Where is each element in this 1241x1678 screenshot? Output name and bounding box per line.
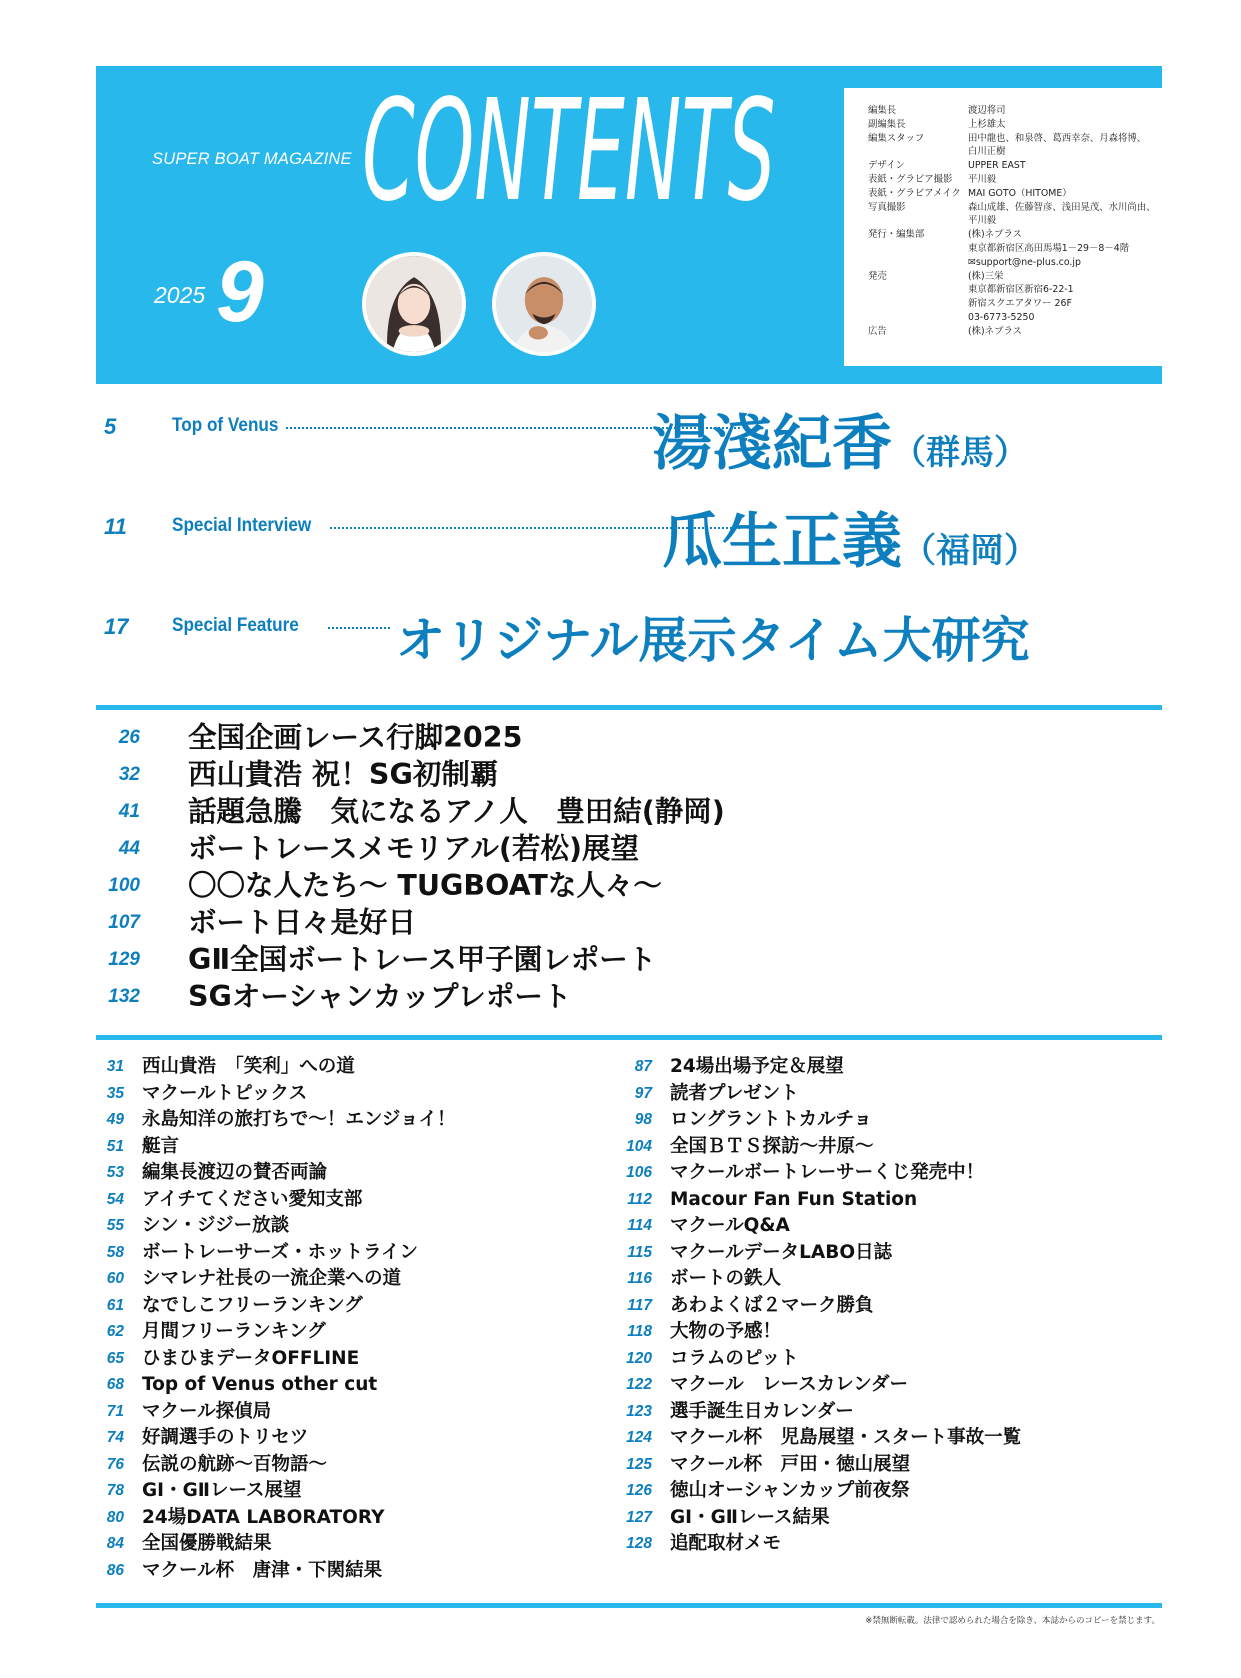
feature-label: Special Interview xyxy=(172,514,312,536)
staff-value xyxy=(968,187,1162,201)
staff-role: 写真撮影 xyxy=(868,201,906,213)
column-title: ボートレーサーズ・ホットライン xyxy=(142,1241,419,1263)
dotted-leader xyxy=(328,627,390,629)
staff-value-line: UPPER EAST xyxy=(968,160,1026,172)
staff-row xyxy=(868,270,1162,325)
feature-title: オリジナル展示タイム大研究 xyxy=(396,612,1030,669)
page-number: 26 xyxy=(118,727,140,748)
staff-value-line: 東京都新宿区高田馬場1－29－8－4階 xyxy=(968,242,1130,254)
page-number: 55 xyxy=(106,1217,124,1234)
page-number: 31 xyxy=(106,1058,124,1075)
column-title: あわよくば２マーク勝負 xyxy=(670,1294,874,1316)
page-number: 128 xyxy=(626,1535,652,1552)
staff-value-line: 森山成雄、佐藤智彦、浅田晃茂、水川尚由、 xyxy=(968,201,1156,213)
article-title: 西山貴浩 祝！SG初制覇 xyxy=(188,758,499,791)
staff-role: 広告 xyxy=(868,325,887,337)
feature-title-text: 瓜生正義 xyxy=(662,507,902,577)
page-number: 62 xyxy=(106,1323,124,1340)
column-title: シマレナ社長の一流企業への道 xyxy=(142,1268,402,1289)
column-title: マクール杯 児島展望・スタート事故一覧 xyxy=(670,1427,1022,1448)
staff-value xyxy=(968,270,1162,325)
staff-row xyxy=(868,159,1162,173)
staff-value-line: 白川正樹 xyxy=(968,146,1006,158)
staff-value xyxy=(968,118,1162,132)
column-title: マクールボートレーサーくじ発売中！ xyxy=(670,1162,985,1183)
portrait-photo-man xyxy=(492,252,596,356)
column-title: ボートの鉄人 xyxy=(670,1268,782,1289)
page-number: 112 xyxy=(627,1190,652,1208)
copyright-note: ※禁無断転載。法律で認められた場合を除き、本誌からのコピーを禁じます。 xyxy=(865,1616,1160,1626)
page-number: 123 xyxy=(626,1402,652,1420)
page-number: 68 xyxy=(106,1376,124,1393)
feature-special-interview xyxy=(96,500,1162,580)
staff-row xyxy=(868,173,1162,187)
page-number: 54 xyxy=(106,1190,124,1208)
page-number: 132 xyxy=(108,986,140,1007)
page-number: 76 xyxy=(106,1455,124,1473)
staff-value-line: MAI GOTO（HITOME） xyxy=(968,187,1072,199)
staff-value-line: 田中龍也、和泉啓、葛西幸奈、月森将博、 xyxy=(968,132,1147,144)
column-title: コラムのピット xyxy=(670,1347,799,1369)
staff-value xyxy=(968,159,1162,173)
staff-role: 発行・編集部 xyxy=(868,229,925,241)
column-title: 選手誕生日カレンダー xyxy=(670,1400,854,1422)
column-title: 艇言 xyxy=(142,1135,180,1157)
staff-row xyxy=(868,201,1162,229)
column-title: ロングラントトカルチョ xyxy=(670,1109,873,1130)
column-title: マクール レースカレンダー xyxy=(670,1374,909,1395)
column-title: ひまひまデータOFFLINE xyxy=(142,1347,360,1369)
column-title: なでしこフリーランキング xyxy=(142,1294,363,1316)
feature-page-number: 17 xyxy=(104,614,129,639)
feature-page-number: 11 xyxy=(104,514,127,539)
staff-value xyxy=(968,104,1162,118)
page-number: 98 xyxy=(634,1111,652,1128)
feature-title-sub: （群馬） xyxy=(892,433,1028,473)
column-title: 永島知洋の旅打ちで～！エンジョイ！ xyxy=(142,1109,456,1130)
page-number: 84 xyxy=(106,1535,124,1552)
page-number: 115 xyxy=(627,1243,652,1261)
page-number: 86 xyxy=(106,1561,124,1579)
column-title: 好調選手のトリセツ xyxy=(142,1427,309,1448)
issue-year: 2025 xyxy=(154,282,206,308)
page-number: 53 xyxy=(106,1164,124,1181)
column-title: マクールデータLABO日誌 xyxy=(670,1241,893,1263)
column-title: 西山貴浩 「笑利」への道 xyxy=(142,1056,355,1077)
contents-heading: CONTENTS xyxy=(362,70,776,233)
staff-value-line: (株)三栄 xyxy=(968,270,1004,282)
magazine-name: SUPER BOAT MAGAZINE xyxy=(152,150,352,168)
page-number: 60 xyxy=(106,1270,124,1287)
page-number: 58 xyxy=(106,1243,124,1261)
staff-value xyxy=(968,132,1162,160)
staff-role: 編集長 xyxy=(868,105,897,116)
section-divider xyxy=(96,1035,1162,1040)
page-number: 116 xyxy=(627,1270,652,1287)
page-number: 49 xyxy=(106,1111,124,1128)
staff-value-line: (株)ネプラス xyxy=(968,325,1022,337)
column-title: 徳山オーシャンカップ前夜祭 xyxy=(670,1480,910,1501)
article-title: 話題急騰 気になるアノ人 豊田結(静岡) xyxy=(188,795,725,828)
page-number: 61 xyxy=(106,1296,124,1314)
staff-row xyxy=(868,104,1162,118)
page-number: 118 xyxy=(627,1323,652,1340)
page-number: 51 xyxy=(106,1137,124,1155)
page-number: 32 xyxy=(118,764,140,785)
page-number: 65 xyxy=(106,1349,124,1367)
article-title: 全国企画レース行脚2025 xyxy=(188,721,523,754)
staff-value-line: 東京都新宿区新宿6-22-1 xyxy=(968,284,1074,296)
page-number: 74 xyxy=(106,1429,124,1446)
page-number: 44 xyxy=(118,838,140,859)
article-title: SGオーシャンカップレポート xyxy=(188,980,572,1013)
page-number: 35 xyxy=(106,1084,124,1102)
column-title: シン・ジジー放談 xyxy=(142,1215,290,1236)
staff-role: 副編集長 xyxy=(868,118,906,130)
article-title: ボートレースメモリアル(若松)展望 xyxy=(188,832,639,865)
feature-page-number: 5 xyxy=(104,414,117,439)
page-number: 97 xyxy=(634,1084,652,1102)
page-number: 107 xyxy=(108,912,140,933)
staff-value-line: 渡辺将司 xyxy=(968,105,1006,116)
staff-value-line: 03-6773-5250 xyxy=(968,311,1035,323)
article-title: 〇〇な人たち～ TUGBOATな人々～ xyxy=(188,869,662,902)
column-title: 追配取材メモ xyxy=(670,1533,782,1554)
section-divider xyxy=(96,1603,1162,1608)
column-title: マクールQ&A xyxy=(670,1215,790,1236)
staff-value xyxy=(968,173,1162,187)
portrait-photo-woman xyxy=(362,252,466,356)
page-number: 125 xyxy=(626,1455,652,1473)
column-title: 24場DATA LABORATORY xyxy=(142,1506,385,1528)
feature-title-sub: （福岡） xyxy=(902,531,1038,571)
staff-role: 表紙・グラビアメイク xyxy=(868,187,961,199)
staff-value-line: 平川毅 xyxy=(968,215,997,227)
page-number: 41 xyxy=(118,801,140,822)
page-number: 71 xyxy=(106,1402,124,1420)
staff-value-line: ✉support@ne-plus.co.jp xyxy=(968,256,1081,268)
column-title: マクール杯 戸田・徳山展望 xyxy=(670,1453,911,1475)
page-number: 124 xyxy=(626,1429,652,1446)
column-title: 24場出場予定＆展望 xyxy=(670,1056,844,1077)
feature-special-feature xyxy=(96,600,1162,680)
staff-role: 編集スタッフ xyxy=(868,132,925,144)
staff-value-line: 平川毅 xyxy=(968,173,997,185)
feature-title xyxy=(652,396,1028,482)
issue-month: 9 xyxy=(216,244,264,340)
column-title: 読者プレゼント xyxy=(670,1082,799,1104)
staff-value-line: 新宿スクエアタワー 26F xyxy=(968,298,1072,310)
staff-row xyxy=(868,118,1162,132)
page-number: 78 xyxy=(106,1482,124,1499)
column-title: 伝説の航跡～百物語～ xyxy=(142,1453,328,1475)
page-number: 129 xyxy=(108,949,140,970)
feature-label: Special Feature xyxy=(172,614,299,636)
feature-title-text: 湯淺紀香 xyxy=(652,409,892,479)
page-number: 120 xyxy=(626,1349,652,1367)
column-title: GⅠ・GⅡレース結果 xyxy=(670,1506,830,1528)
staff-credits xyxy=(844,88,1162,366)
page-number: 106 xyxy=(626,1164,652,1181)
staff-role: デザイン xyxy=(868,160,905,172)
staff-role: 表紙・グラビア撮影 xyxy=(868,173,953,185)
page-number: 80 xyxy=(106,1508,124,1526)
staff-row xyxy=(868,228,1162,269)
page-number: 100 xyxy=(108,875,140,896)
staff-value xyxy=(968,325,1162,339)
staff-role: 発売 xyxy=(868,270,887,282)
page-number: 127 xyxy=(626,1508,652,1526)
column-title: マクールトピックス xyxy=(142,1082,308,1104)
column-title: 全国優勝戦結果 xyxy=(142,1533,272,1554)
page-number: 104 xyxy=(626,1137,652,1155)
staff-row xyxy=(868,132,1162,160)
staff-value-line: (株)ネプラス xyxy=(968,229,1022,241)
staff-row xyxy=(868,187,1162,201)
staff-row xyxy=(868,325,1162,339)
staff-value xyxy=(968,228,1162,269)
feature-label: Top of Venus xyxy=(172,414,279,436)
column-title: アイチてください愛知支部 xyxy=(142,1188,363,1210)
staff-value xyxy=(968,201,1162,229)
column-title: 月間フリーランキング xyxy=(142,1321,326,1342)
page-number: 122 xyxy=(626,1376,652,1393)
page-number: 87 xyxy=(634,1058,652,1075)
column-title: 全国ＢＴＳ探訪～井原～ xyxy=(670,1135,874,1157)
contents-header xyxy=(96,66,1162,384)
page-number: 114 xyxy=(627,1217,652,1234)
page-number: 126 xyxy=(626,1482,652,1499)
column-title: Top of Venus other cut xyxy=(142,1374,378,1395)
column-title: GⅠ・GⅡレース展望 xyxy=(142,1480,302,1501)
column-title: 大物の予感！ xyxy=(670,1321,782,1342)
feature-title xyxy=(662,494,1038,580)
feature-top-of-venus xyxy=(96,400,1162,480)
article-title: GⅡ全国ボートレース甲子園レポート xyxy=(188,943,657,976)
column-title: マクール探偵局 xyxy=(142,1400,272,1422)
column-title: マクール杯 唐津・下関結果 xyxy=(142,1559,383,1581)
section-divider xyxy=(96,705,1162,710)
column-title: Macour Fan Fun Station xyxy=(670,1188,918,1210)
staff-value-line: 上杉雄太 xyxy=(968,118,1006,130)
article-title: ボート日々是好日 xyxy=(188,906,417,939)
column-title: 編集長渡辺の賛否両論 xyxy=(142,1162,328,1183)
page-number: 117 xyxy=(627,1296,652,1314)
